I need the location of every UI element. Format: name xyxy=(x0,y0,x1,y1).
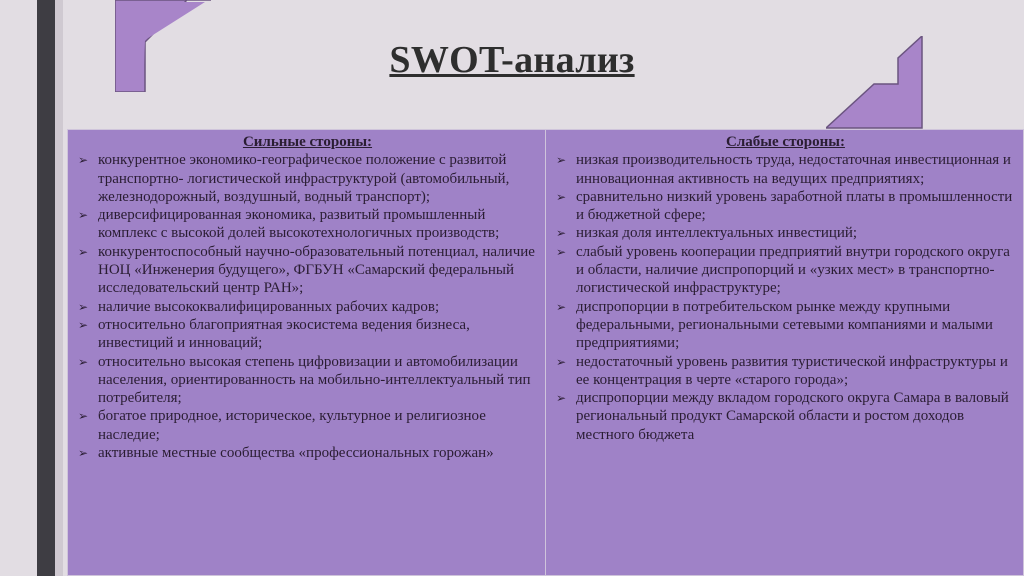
list-item: ➢ сравнительно низкий уровень заработной платы в промышленности и бюджетной сфере; xyxy=(556,188,1013,224)
slide-title: SWOT-анализ xyxy=(389,39,635,81)
arrow-bullet-icon: ➢ xyxy=(556,226,567,241)
list-item: ➢ конкурентное экономико-географическое положение с развитой транспортно- логистической инфраструктурой (автомобильный, железнодорожный, воздушный, водный транспорт); xyxy=(78,152,510,205)
arrow-bullet-icon: ➢ xyxy=(78,153,89,168)
list-item: ➢ активные местные сообщества «профессиональных горожан» xyxy=(78,445,494,462)
list-item: ➢ конкурентоспособный научно-образовательный потенциал, наличие НОЦ «Инженерия будущего», ФГБУН «Самарский федеральный исследовательский центр РАН»; xyxy=(78,243,535,297)
arrow-bullet-icon: ➢ xyxy=(78,354,89,369)
swot-table xyxy=(67,129,1024,576)
arrow-bullet-icon: ➢ xyxy=(78,299,89,314)
list-item: ➢ относительно высокая степень цифровизации и автомобилизации населения, ориентированность на мобильно-интеллектуальный тип потребителя; xyxy=(78,353,531,407)
list-item: ➢ наличие высококвалифицированных рабочих кадров; xyxy=(78,298,440,315)
sidebar-light-stripe xyxy=(55,0,63,576)
sidebar-dark-stripe xyxy=(37,0,55,576)
arrow-bullet-icon: ➢ xyxy=(556,391,567,406)
strengths-heading: Сильные стороны: xyxy=(242,134,373,150)
list-item: ➢ диверсифицированная экономика, развитый промышленный комплекс с высокой долей высокотехнологичных производств; xyxy=(78,207,500,242)
list-item: ➢ низкая производительность труда, недостаточная инвестиционная и инновационная активность на ведущих предприятиях; xyxy=(556,152,1011,187)
arrow-bullet-icon: ➢ xyxy=(556,189,567,204)
list-item: ➢ диспропорции в потребительском рынке между крупными федеральными, региональными сетевыми компаниями и малыми предприятиями; xyxy=(556,298,993,352)
arrow-bullet-icon: ➢ xyxy=(78,409,89,424)
arrow-bullet-icon: ➢ xyxy=(556,244,567,259)
weaknesses-heading: Слабые стороны: xyxy=(726,134,845,150)
arrow-bullet-icon: ➢ xyxy=(78,208,89,223)
weaknesses-column xyxy=(546,130,1023,575)
list-item: ➢ слабый уровень кооперации предприятий внутри городского округа и области, наличие диспропорций и «узких мест» в транспортно-логистической инфраструктуре; xyxy=(556,243,1010,297)
list-item: ➢ относительно благоприятная экосистема ведения бизнеса, инвестиций и инноваций; xyxy=(78,316,470,352)
arrow-bullet-icon: ➢ xyxy=(78,446,89,461)
weaknesses-list xyxy=(554,151,1017,444)
strengths-list xyxy=(76,151,539,462)
arrow-bullet-icon: ➢ xyxy=(556,299,567,314)
list-item: ➢ богатое природное, историческое, культурное и религиозное наследие; xyxy=(78,408,486,443)
strengths-column xyxy=(68,130,546,575)
list-item: ➢ диспропорции между вкладом городского округа Самара в валовый региональный продукт Самарской области и ростом доходов местного бюджета xyxy=(556,390,1009,443)
list-item: ➢ недостаточный уровень развития туристической инфраструктуры и ее концентрация в черте «старого города»; xyxy=(556,353,1008,388)
arrow-bullet-icon: ➢ xyxy=(78,244,89,259)
arrow-bullet-icon: ➢ xyxy=(78,317,89,332)
arrow-bullet-icon: ➢ xyxy=(556,354,567,369)
list-item: ➢ низкая доля интеллектуальных инвестиций; xyxy=(556,225,858,242)
arrow-bullet-icon: ➢ xyxy=(556,153,567,168)
